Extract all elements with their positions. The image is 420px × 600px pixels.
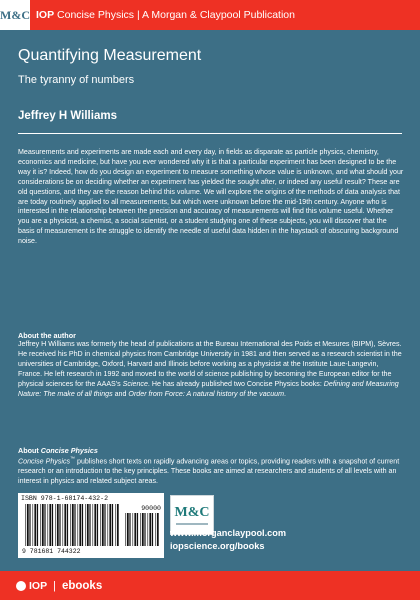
barcode-stripe [133, 513, 134, 546]
about-author-text-2: . He has already published two Concise Physics books: [147, 379, 324, 388]
barcode-stripe [152, 513, 153, 546]
barcode-stripe [93, 504, 94, 546]
barcode-stripe [144, 513, 145, 546]
iop-globe-icon [16, 581, 26, 591]
barcode-stripe [59, 504, 60, 546]
barcode-stripe [79, 504, 81, 546]
barcode-stripe [55, 504, 56, 546]
book-subtitle: The tyranny of numbers [18, 74, 135, 86]
barcode-stripe [129, 513, 130, 546]
barcode-bars [24, 504, 120, 546]
barcode-stripe [125, 513, 126, 546]
header-publisher: A Morgan & Claypool Publication [142, 9, 295, 21]
barcode-stripe [33, 504, 34, 546]
header-separator: | [136, 9, 140, 21]
barcode-block [18, 493, 164, 558]
barcode-stripe [112, 504, 113, 546]
about-author-and: and [112, 389, 129, 398]
barcode-stripe [48, 504, 49, 546]
publisher-url[interactable]: www.morganclaypool.com [170, 528, 287, 538]
barcode-stripe [49, 504, 51, 546]
barcode-stripe [134, 513, 136, 546]
about-series-prefix: About [18, 446, 41, 455]
mc-logo-glyph: M&C [174, 505, 210, 520]
barcode-stripe [104, 504, 105, 546]
mc-logo-underline [176, 523, 208, 525]
barcode-stripe [109, 504, 111, 546]
divider [18, 133, 402, 134]
barcode-stripe [57, 504, 59, 546]
book-title: Quantifying Measurement [18, 47, 202, 64]
barcode-stripe [89, 504, 90, 546]
header-bar [0, 0, 420, 30]
barcode-stripe [40, 504, 41, 546]
barcode-stripe [148, 513, 149, 546]
barcode-stripe [149, 513, 151, 546]
barcode-stripe [97, 504, 98, 546]
barcode-stripe [155, 513, 156, 546]
barcode-stripe [108, 504, 109, 546]
ean-digits: 9 781681 744322 [22, 548, 81, 555]
science-journal: Science [122, 379, 148, 388]
barcode-stripe [100, 504, 101, 546]
trademark-mark: ™ [70, 456, 76, 462]
barcode-stripe [70, 504, 71, 546]
barcode-stripe [42, 504, 44, 546]
footer-bar [0, 571, 420, 600]
barcode-stripe [115, 504, 116, 546]
barcode-stripe [117, 504, 119, 546]
barcode-stripe [127, 513, 129, 546]
barcode-stripe [37, 504, 38, 546]
barcode-stripe [94, 504, 96, 546]
logo-text: M&C [0, 7, 30, 22]
barcode-stripe [82, 504, 83, 546]
about-author-text [18, 340, 404, 399]
barcode-stripe [157, 513, 159, 546]
barcode-stripe [44, 504, 45, 546]
about-author-text-1: Jeffrey H Williams was formerly the head of publications at the Bureau International des Poids et Mesures (BIPM), Sèvres. He received his PhD in chemical physics from Cambridge University in 1981 and then served as a research scientist in the universities of Cambridge, Oxford, Harvard and Illinois before working as a physicist at the Institute Laue-Langevin, France. He left research in 1992 and moved to the world of science publishing by becoming the European editor for the physical sciences for the AAAS's [18, 340, 402, 388]
barcode-stripe [27, 504, 29, 546]
series-name: Concise Physics [18, 457, 71, 466]
footer-separator: | [53, 579, 56, 592]
about-author-heading: About the author [18, 331, 76, 340]
barcode-stripe [102, 504, 104, 546]
iopscience-url[interactable]: iopscience.org/books [170, 541, 265, 551]
barcode-stripe [78, 504, 79, 546]
footer-brand: IOP [29, 579, 48, 592]
barcode-stripe [137, 513, 138, 546]
barcode-stripe [87, 504, 89, 546]
barcode-stripe [85, 504, 86, 546]
header-brand: IOP [36, 9, 55, 21]
series-description: publishes short texts on rapidly advancing areas or topics, providing readers with a snapshot of current research or an introduction to the key principles. These books are aimed at researchers and students of all levels with an interest in physics and related subject areas. [18, 457, 400, 486]
barcode-stripe [64, 504, 66, 546]
previous-book-2: Order from Force: A natural history of the vacuum [128, 389, 285, 398]
url-block [170, 527, 286, 553]
barcode-stripe [52, 504, 53, 546]
iop-logo [16, 580, 47, 592]
barcode-stripe [29, 504, 30, 546]
price-code: 90000 [141, 505, 161, 512]
barcode-stripe [142, 513, 144, 546]
header-text [36, 9, 295, 21]
price-barcode-bars [124, 513, 160, 546]
barcode-stripe [34, 504, 36, 546]
isbn-label: ISBN 978-1-68174-432-2 [21, 495, 109, 502]
description: Measurements and experiments are made each and every day, in fields as disparate as particle physics, chemistry, economics and medicine, but have you ever wondered why it is that a particular experiment has been designed to be the way it is? Indeed, how do you design an experiment to measure something whose value is unknown, and what should your considerations be on deciding whether an experiment has yielded the sought after, or indeed any useful result? These are old questions, and they are the reason behind this volume. We will explore the origins of the methods of data analysis that are today routinely applied to all measurements, but which were unknown before the mid-19th century. Anyone who is interested in the relationship between the precision and accuracy of measurements will find this volume useful. Whether you are a physicist, a chemist, a social scientist, or a student studying one of these subjects, you will discover that the basis of measurement is the struggle to identify the needle of useful data hidden in the haystack of obscuring background noise. [18, 148, 404, 246]
barcode-stripe [140, 513, 141, 546]
about-author-end: . [284, 389, 287, 398]
publisher-logo [0, 0, 30, 30]
barcode-stripe [74, 504, 75, 546]
book-author: Jeffrey H Williams [18, 110, 117, 122]
barcode-stripe [63, 504, 64, 546]
barcode-stripe [72, 504, 74, 546]
barcode-stripe [25, 504, 26, 546]
barcode-stripe [67, 504, 68, 546]
about-series-text [18, 455, 404, 487]
previous-book-1: Defining and Measuring Nature: The make of all things [18, 379, 399, 398]
about-series-name: Concise Physics [40, 446, 98, 455]
footer-product: ebooks [61, 579, 103, 592]
header-series: Concise Physics [57, 9, 135, 21]
about-series-heading [18, 446, 98, 455]
